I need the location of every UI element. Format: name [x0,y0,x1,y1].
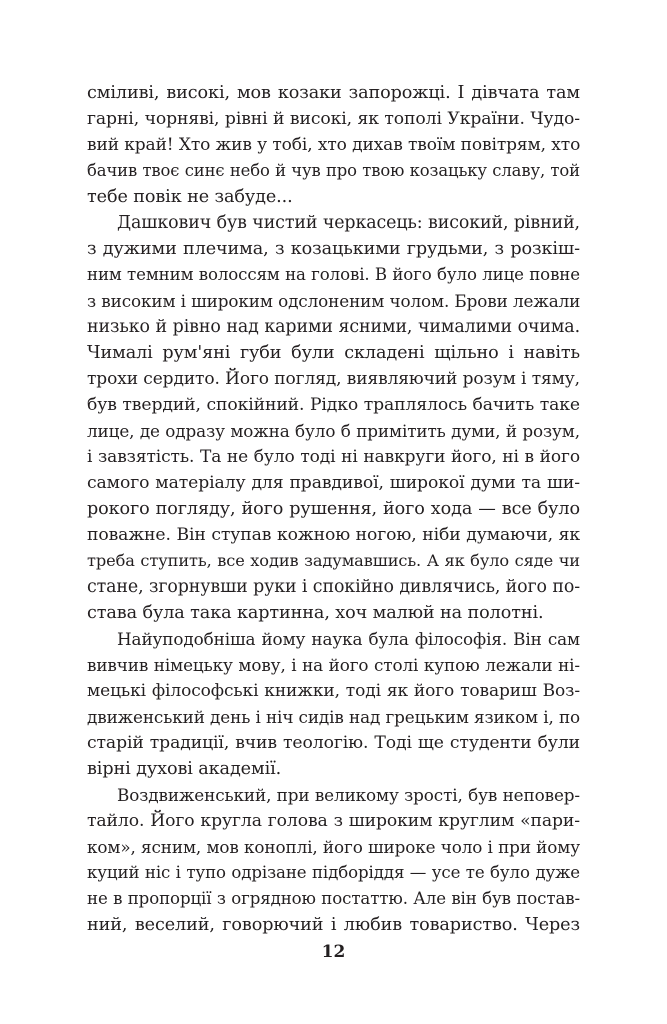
text-line: Дашкович був чистий черкасець: високий, рівний, [117,213,580,233]
text-line: ний, веселий, говорючий і любив товариство. Через [87,915,580,935]
text-line: сміливі, високі, мов козаки запорожці. І дівчата там [87,83,580,103]
text-line: треба ступить, все ходив задумавшись. А як було сяде чи [87,551,580,570]
text-line: Чималі рум'яні губи були складені щільно і навіть [87,343,580,363]
text-line: вивчив німецьку мову, і на його столі купою лежали ні- [87,655,580,675]
text-line: трохи сердито. Його погляд, виявляючий розум і тяму, [87,369,580,389]
text-line: самого матеріалу для правдивої, широкої думи та ши- [87,473,580,493]
text-line: бачив твоє синє небо й чув про твою козацьку славу, той [87,161,580,180]
text-line: гарні, чорняві, рівні й високі, як тополі України. Чудо- [87,109,580,129]
text-line: з високим і широким одслоненим чолом. Брови лежали [87,291,581,311]
text-line: движенський день і ніч сидів над грецьким язиком і, по [87,707,581,727]
text-line: рокого погляду, його рушення, його хода — все було [87,499,580,519]
text-line: тайло. Його кругла голова з широким круглим «пари- [87,811,580,831]
text-line: лице, де одразу можна було б примітить думи, й розум, [87,421,580,441]
text-line: не в пропорції з огрядною постаттю. Але він був постав- [87,889,580,908]
text-line: мецькі філософські книжки, тоді як його товариш Воз- [87,681,580,701]
text-line: поважне. Він ступав кожною ногою, ніби думаючи, як [87,525,580,545]
text-line: з дужими плечима, з козацькими грудьми, з розкіш- [87,239,580,259]
text-line: Воздвиженський, при великому зрості, був неповер- [117,785,580,805]
text-line: вий край! Хто жив у тобі, хто дихав твоїм повітрям, хто [87,135,581,155]
text-line: Найуподобніша йому наука була філософія. Він сам [117,629,580,649]
page-number: 12 [321,942,346,962]
text-line: тебе повік не забуде... [87,187,293,207]
text-line: ком», ясним, мов коноплі, його широке чоло і при йому [87,837,580,857]
text-line: старій традиції, вчив теологію. Тоді ще студенти були [87,733,580,753]
text-line: става була така картинна, хоч малюй на полотні. [87,603,544,623]
text-line: ним темним волоссям на голові. В його було лице повне [87,265,580,284]
text-line: стане, згорнувши руки і спокійно дивлячись, його по- [87,577,580,597]
text-line: вірні духові академії. [87,759,282,779]
text-line: куций ніс і тупо одрізане підборіддя — усе те було дуже [87,863,580,882]
text-line: і завзятість. Та не було тоді ні навкруги його, ні в його [87,447,580,467]
text-line: низько й рівно над карими ясними, чималими очима. [87,317,580,337]
text-line: був твердий, спокійний. Рідко траплялось бачить таке [87,395,580,415]
